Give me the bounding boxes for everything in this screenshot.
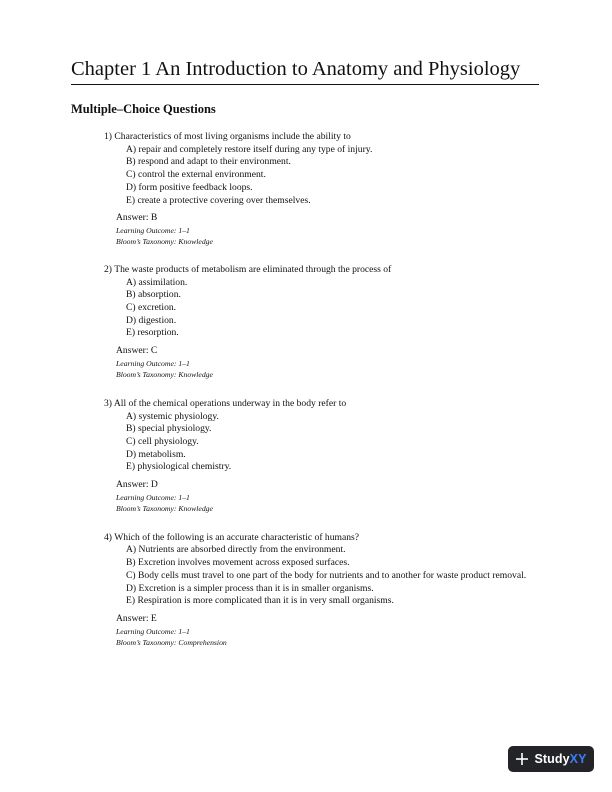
question-4	[104, 532, 534, 649]
question-2	[104, 264, 534, 381]
answer-options	[126, 144, 534, 208]
answer-options	[126, 277, 534, 341]
option-e: E) resorption.	[126, 327, 179, 339]
blooms-taxonomy: Bloom’s Taxonomy: Comprehension	[116, 638, 227, 648]
option-d: D) form positive feedback loops.	[126, 181, 253, 193]
option-b: B) special physiology.	[126, 423, 212, 435]
answer-line: Answer: B	[116, 212, 158, 224]
blooms-taxonomy: Bloom’s Taxonomy: Knowledge	[116, 370, 213, 380]
learning-outcome: Learning Outcome: 1–1	[116, 626, 190, 636]
option-a: A) Nutrients are absorbed directly from the environment.	[126, 544, 346, 556]
option-a: A) repair and completely restore itself during any type of injury.	[126, 143, 373, 155]
option-c: C) control the external environment.	[126, 169, 266, 181]
question-list	[104, 131, 534, 649]
option-c: C) cell physiology.	[126, 435, 199, 447]
question-3	[104, 398, 534, 515]
plus-icon	[515, 752, 529, 766]
learning-outcome: Learning Outcome: 1–1	[116, 492, 190, 502]
option-a: A) assimilation.	[126, 276, 188, 288]
option-e: E) create a protective covering over themselves.	[126, 194, 311, 206]
studyxy-badge[interactable]	[508, 746, 594, 772]
question-stem: 3) All of the chemical operations underway in the body refer to	[104, 397, 347, 409]
option-e: E) Respiration is more complicated than it is in very small organisms.	[126, 595, 394, 607]
option-d: D) metabolism.	[126, 448, 186, 460]
blooms-taxonomy: Bloom’s Taxonomy: Knowledge	[116, 504, 213, 514]
answer-line: Answer: C	[116, 345, 158, 357]
section-title: Multiple–Choice Questions	[71, 102, 216, 116]
chapter-title: Chapter 1 An Introduction to Anatomy and Physiology	[71, 56, 539, 85]
logo-text-accent: XY	[569, 752, 587, 766]
answer-options	[126, 411, 534, 475]
blooms-taxonomy: Bloom’s Taxonomy: Knowledge	[116, 237, 213, 247]
question-stem: 2) The waste products of metabolism are eliminated through the process of	[104, 263, 392, 275]
option-b: B) absorption.	[126, 289, 181, 301]
option-c: C) excretion.	[126, 302, 177, 314]
option-c: C) Body cells must travel to one part of the body for nutrients and to another for waste product removal.	[126, 569, 527, 581]
question-stem: 4) Which of the following is an accurate characteristic of humans?	[104, 531, 360, 543]
answer-line: Answer: E	[116, 612, 157, 624]
option-e: E) physiological chemistry.	[126, 461, 232, 473]
option-d: D) digestion.	[126, 314, 177, 326]
answer-line: Answer: D	[116, 479, 158, 491]
option-b: B) respond and adapt to their environment.	[126, 156, 291, 168]
question-stem: 1) Characteristics of most living organisms include the ability to	[104, 131, 351, 142]
option-b: B) Excretion involves movement across exposed surfaces.	[126, 557, 350, 569]
option-a: A) systemic physiology.	[126, 410, 219, 422]
question-1	[104, 131, 534, 248]
answer-options	[126, 544, 534, 608]
studyxy-logo-text	[534, 752, 586, 766]
logo-text-main: Study	[534, 752, 570, 766]
learning-outcome: Learning Outcome: 1–1	[116, 358, 190, 368]
learning-outcome: Learning Outcome: 1–1	[116, 225, 190, 235]
option-d: D) Excretion is a simpler process than it is in smaller organisms.	[126, 582, 374, 594]
